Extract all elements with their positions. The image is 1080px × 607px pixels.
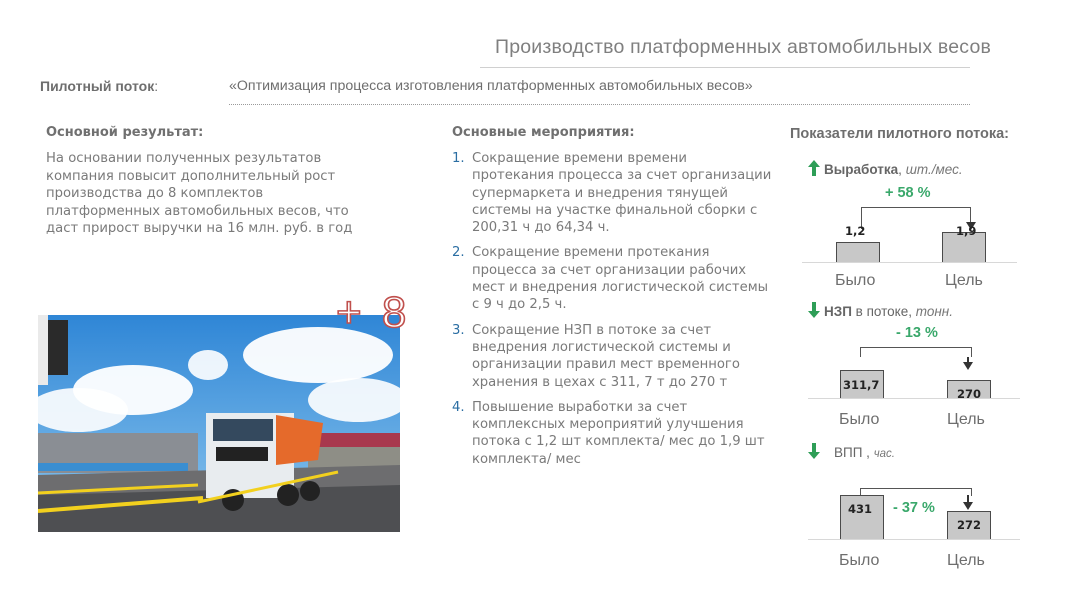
kpi-output-change: + 58 % bbox=[885, 185, 931, 201]
kpi-output-after-label: Цель bbox=[945, 272, 983, 289]
kpi-wip-unit: тонн. bbox=[915, 304, 953, 319]
kpi-separator: , bbox=[898, 162, 906, 177]
action-item bbox=[452, 322, 772, 391]
kpi-leadtime-after-value: 272 bbox=[957, 518, 982, 532]
kpi-leadtime-after-label: Цель bbox=[947, 552, 985, 569]
kpi-wip-title bbox=[808, 302, 953, 319]
kpi-leadtime-axis bbox=[808, 539, 1020, 540]
kpi-output-before-value: 1,2 bbox=[845, 224, 866, 238]
main-actions-heading: Основные мероприятия: bbox=[452, 125, 635, 140]
kpi-output-title bbox=[808, 160, 963, 177]
arrow-up-icon bbox=[808, 160, 820, 176]
kpi-output-name: Выработка bbox=[824, 162, 899, 177]
arrow-down-icon bbox=[808, 443, 820, 459]
kpi-wip-name: НЗП bbox=[824, 304, 852, 319]
kpi-wip-axis bbox=[808, 398, 1020, 399]
action-text: Сокращение времени протекания процесса за счет организации рабочих мест и внедрения логистической системы с 9 ч до 2,5 ч. bbox=[472, 245, 769, 313]
truck-scale-photo bbox=[38, 315, 400, 532]
main-result-text: На основании полученных результатов компания повысит дополнительный рост производства до 8 комплектов платформенных автомобильных весов, что даст прирост выручки на 16 млн. руб. в год bbox=[46, 151, 353, 237]
title-divider bbox=[480, 67, 970, 68]
kpi-separator: , bbox=[862, 445, 874, 460]
kpi-wip-before-value: 311,7 bbox=[843, 378, 880, 392]
kpi-wip-before-label: Было bbox=[839, 411, 880, 428]
pilot-stream-colon: : bbox=[154, 78, 159, 94]
kpi-leadtime-unit: час. bbox=[873, 448, 895, 460]
action-text: Повышение выработки за счет комплексных мероприятий улучшения потока с 1,2 шт комплекта/ мес до 1,9 шт комплекта/ мес bbox=[472, 399, 765, 467]
kpi-wip-connector bbox=[860, 347, 972, 357]
kpi-output-before-label: Было bbox=[835, 272, 876, 289]
pilot-divider bbox=[229, 104, 970, 105]
kpi-output-unit: шт./мес. bbox=[905, 162, 963, 177]
kpi-output-bar-before bbox=[836, 242, 880, 262]
kpi-wip-change: - 13 % bbox=[896, 325, 938, 341]
kpi-wip-after-label: Цель bbox=[947, 411, 985, 428]
kpi-leadtime-change: - 37 % bbox=[893, 500, 935, 516]
pilot-stream-label bbox=[40, 78, 158, 94]
page-title: Производство платформенных автомобильных весов bbox=[495, 36, 992, 58]
kpi-output-connector bbox=[861, 207, 971, 229]
action-number: 3. bbox=[452, 322, 465, 338]
kpi-leadtime-before-value: 431 bbox=[848, 502, 873, 516]
pilot-stream-value: «Оптимизация процесса изготовления платформенных автомобильных весов» bbox=[229, 78, 753, 94]
kpi-wip-name-rest: в потоке bbox=[851, 304, 909, 319]
action-item bbox=[452, 399, 772, 468]
action-number: 1. bbox=[452, 151, 465, 166]
kpi-leadtime-before-label: Было bbox=[839, 552, 880, 569]
indicators-heading: Показатели пилотного потока: bbox=[790, 126, 1009, 142]
main-result-heading: Основной результат: bbox=[46, 125, 204, 140]
pilot-stream-label-text: Пилотный поток bbox=[40, 78, 155, 94]
action-item bbox=[452, 150, 772, 236]
action-text: Сокращение НЗП в потоке за счет внедрения логистической системы и организации правил мест временного хранения в цехах с 311, 7 т до 270 т bbox=[472, 322, 740, 390]
kpi-output-after-value: 1,9 bbox=[956, 224, 977, 238]
plus-eight-badge: + 8 bbox=[336, 288, 411, 337]
kpi-wip-after-value: 270 bbox=[957, 387, 982, 401]
kpi-leadtime-title bbox=[808, 443, 895, 460]
arrow-down-icon bbox=[808, 302, 820, 318]
arrow-down-icon bbox=[963, 502, 973, 510]
action-text: Сокращение времени времени протекания процесса за счет организации супермаркета и внедрения тянущей системы на участке финальной сборки с 200,31 ч до 64,34 ч. bbox=[472, 151, 772, 236]
arrow-down-icon bbox=[963, 362, 973, 370]
action-item bbox=[452, 244, 772, 313]
truck-scale-illustration bbox=[38, 315, 400, 532]
actions-list bbox=[452, 150, 772, 476]
kpi-leadtime-name: ВПП bbox=[834, 445, 863, 460]
kpi-separator: , bbox=[908, 304, 916, 319]
kpi-output-axis bbox=[802, 262, 1017, 263]
action-number: 2. bbox=[452, 245, 465, 261]
action-number: 4. bbox=[452, 399, 465, 415]
